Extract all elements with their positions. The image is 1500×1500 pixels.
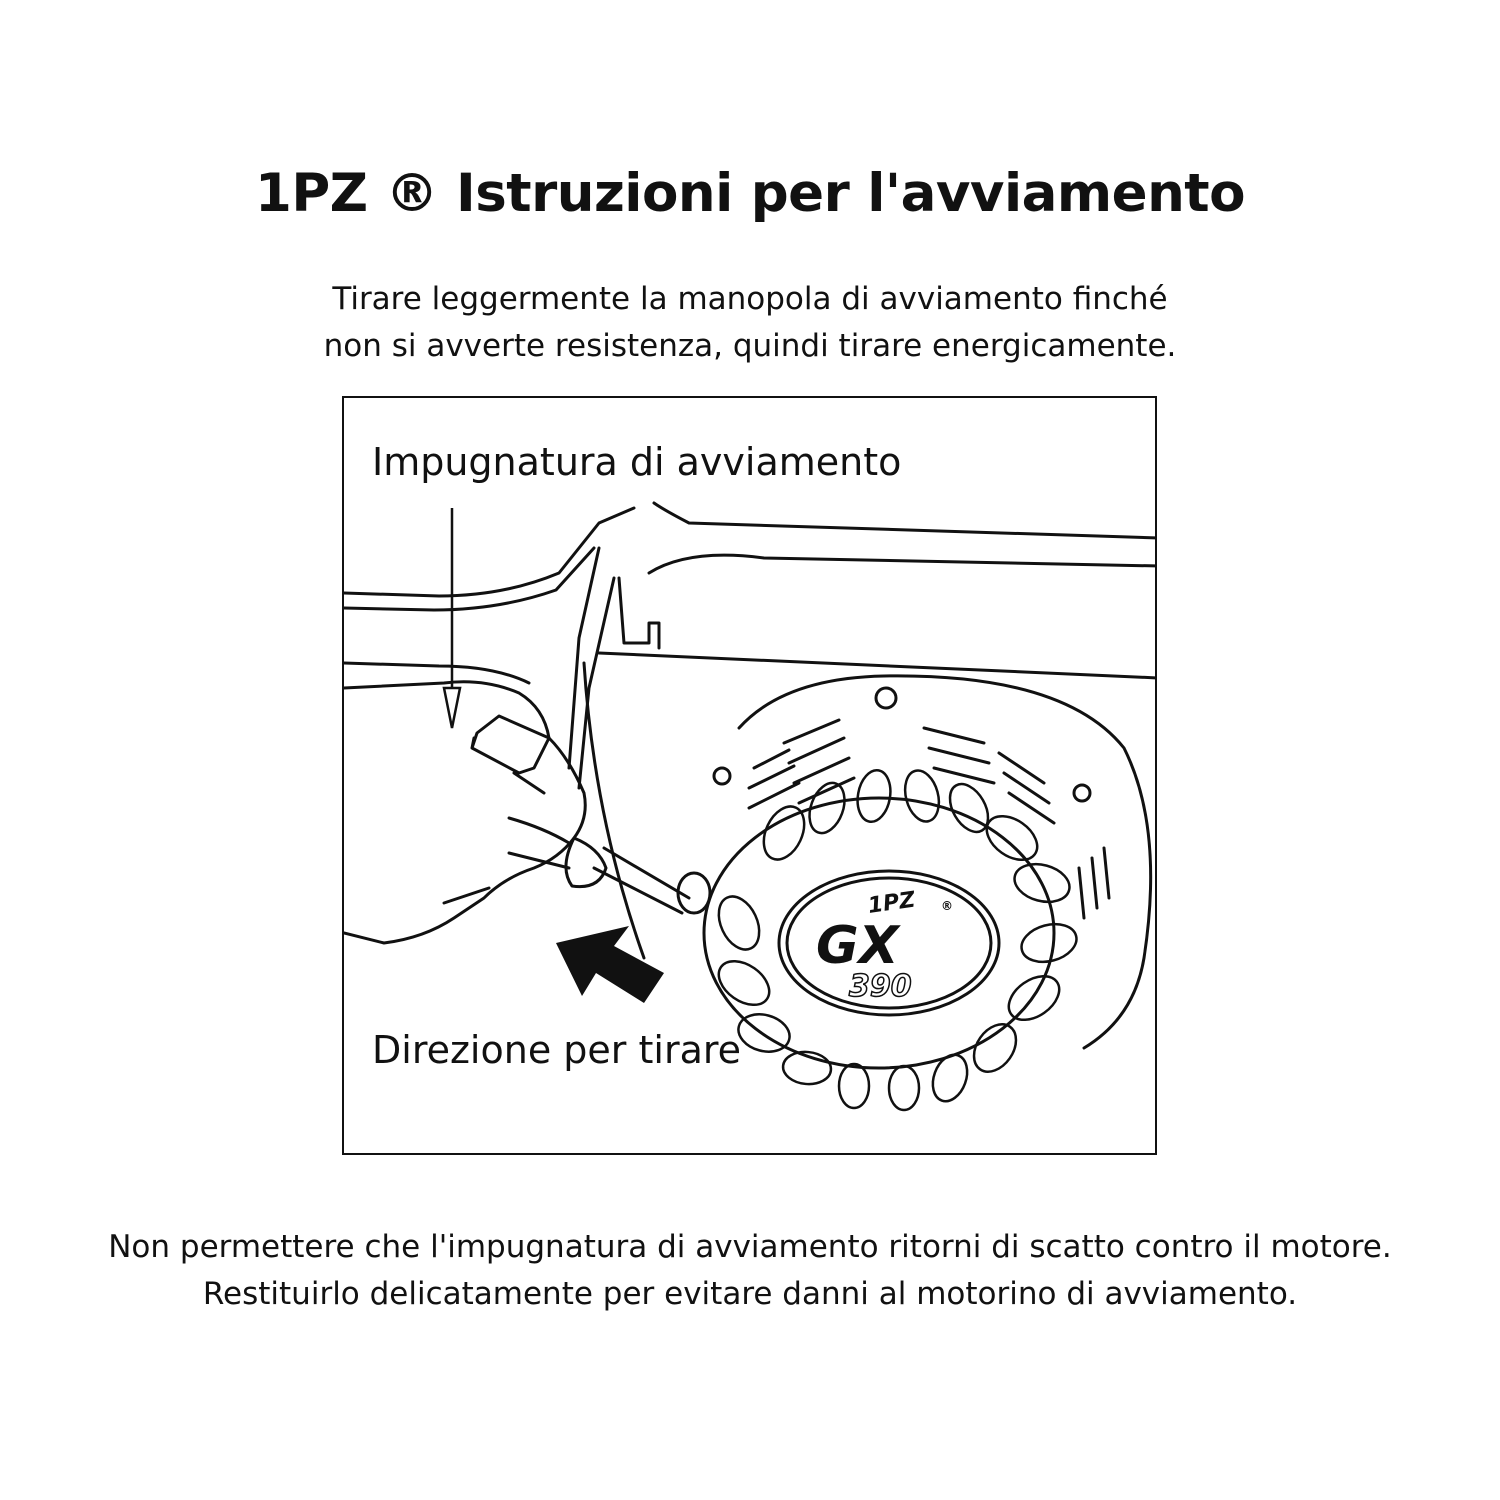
housing-bolt-top: [876, 688, 896, 708]
engine-tank: [649, 503, 1157, 573]
intro-line-2: non si avverte resistenza, quindi tirare energicamente.: [323, 328, 1177, 364]
vent-slots-side: [1079, 848, 1109, 918]
badge-model: GX: [816, 916, 899, 976]
engine-badge: [816, 887, 953, 1004]
housing-bolt-right: [1074, 785, 1090, 801]
pull-direction-arrow-icon: [556, 926, 664, 1003]
label-starter-handle: Impugnatura di avviamento: [372, 440, 902, 484]
footer-line-2: Restituirlo delicatamente per evitare danni al motorino di avviamento.: [202, 1276, 1298, 1312]
starter-rope: [594, 848, 689, 913]
page-title: 1PZ ® Istruzioni per l'avviamento: [254, 163, 1246, 224]
vent-slots-left: [749, 720, 854, 808]
engine-bracket: [619, 578, 659, 648]
housing-bolt-left: [714, 768, 730, 784]
diagram-panel: [342, 396, 1157, 1155]
engine-housing-left: [344, 508, 634, 610]
handle-block: [472, 716, 549, 773]
badge-registered: ®: [941, 899, 953, 913]
label-pull-direction: Direzione per tirare: [372, 1028, 742, 1072]
hand-fingers: [444, 773, 569, 903]
hand-outline: [344, 682, 585, 943]
badge-size: 390: [849, 969, 912, 1004]
badge-brand: 1PZ: [866, 887, 917, 919]
footer-line-1: Non permettere che l'impugnatura di avviamento ritorni di scatto contro il motore.: [108, 1229, 1392, 1265]
footer-warning: [0, 1224, 1500, 1318]
pull-handle: [566, 838, 606, 887]
intro-line-1: Tirare leggermente la manopola di avviamento finché: [332, 281, 1168, 317]
intro-text: [0, 276, 1500, 370]
down-arrow-icon: [444, 508, 460, 728]
